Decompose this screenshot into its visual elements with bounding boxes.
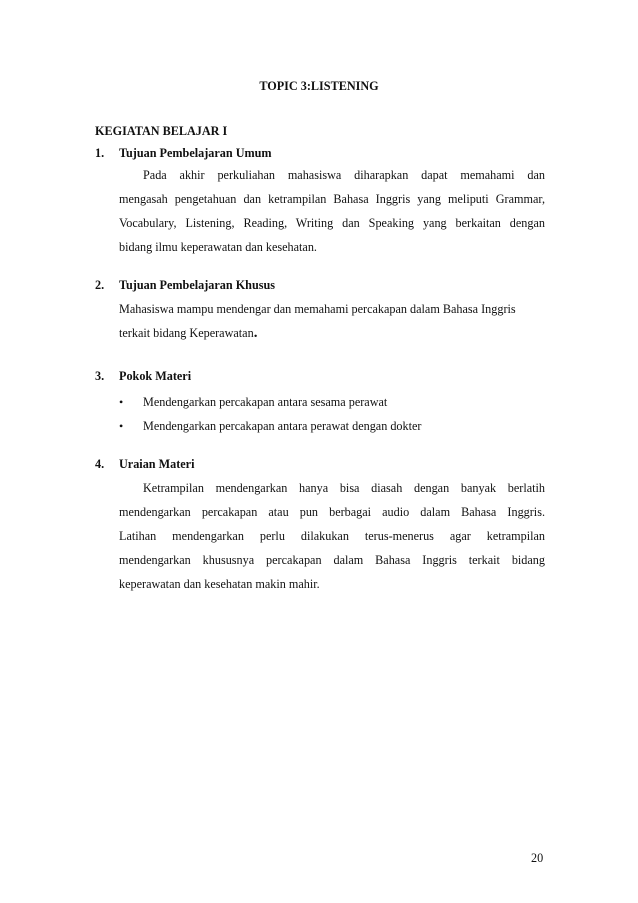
paragraph-line: Mahasiswa mampu mendengar dan memahami percakapan dalam Bahasa Inggris	[119, 302, 516, 316]
section-specific-objective	[95, 277, 545, 345]
section-number: 1.	[95, 146, 105, 160]
paragraph-line: Pada akhir perkuliahan mahasiswa diharapkan dapat memahami dan	[143, 168, 545, 182]
section-heading	[95, 368, 545, 392]
list-item-text: Mendengarkan percakapan antara perawat dengan dokter	[143, 419, 422, 433]
bullet-icon: •	[119, 419, 124, 433]
section-general-objective	[95, 145, 545, 259]
paragraph-line: mendengarkan percakapan atau pun berbagai audio dalam Bahasa Inggris.	[119, 505, 545, 519]
paragraph-line: terkait bidang Keperawatan.	[119, 325, 258, 341]
section-paragraph	[119, 476, 545, 596]
end-mark: .	[253, 325, 258, 341]
page-number: 20	[531, 851, 544, 865]
paragraph-line: bidang ilmu keperawatan dan kesehatan.	[119, 240, 317, 254]
activity-heading: KEGIATAN BELAJAR I	[95, 124, 228, 138]
section-title: Pokok Materi	[119, 369, 192, 383]
paragraph-line: mendengarkan khususnya percakapan dalam Bahasa Inggris terkait bidang	[119, 553, 545, 567]
bullet-icon: •	[119, 395, 124, 409]
paragraph-line: keperawatan dan kesehatan makin mahir.	[119, 577, 320, 591]
section-paragraph	[119, 163, 545, 259]
paragraph-line: Ketrampilan mendengarkan hanya bisa diasah dengan banyak berlatih	[143, 481, 545, 495]
section-number: 3.	[95, 369, 105, 383]
section-paragraph	[119, 297, 545, 345]
list-item	[119, 416, 545, 440]
list-item-text: Mendengarkan percakapan antara sesama perawat	[143, 395, 388, 409]
section-title: Uraian Materi	[119, 457, 195, 471]
page-title: TOPIC 3:LISTENING	[259, 79, 379, 93]
paragraph-line: Vocabulary, Listening, Reading, Writing dan Speaking yang berkaitan dengan	[119, 216, 545, 230]
section-number: 4.	[95, 457, 105, 471]
paragraph-line: Latihan mendengarkan perlu dilakukan terus-menerus agar ketrampilan	[119, 529, 545, 543]
section-material-description	[95, 456, 545, 596]
section-number: 2.	[95, 278, 105, 292]
section-main-topics	[95, 368, 545, 440]
paragraph-line: mengasah pengetahuan dan ketrampilan Bahasa Inggris yang meliputi Grammar,	[119, 192, 545, 206]
list-item	[119, 392, 545, 416]
section-title: Tujuan Pembelajaran Khusus	[119, 278, 275, 292]
bullet-list	[119, 392, 545, 440]
section-title: Tujuan Pembelajaran Umum	[119, 146, 272, 160]
